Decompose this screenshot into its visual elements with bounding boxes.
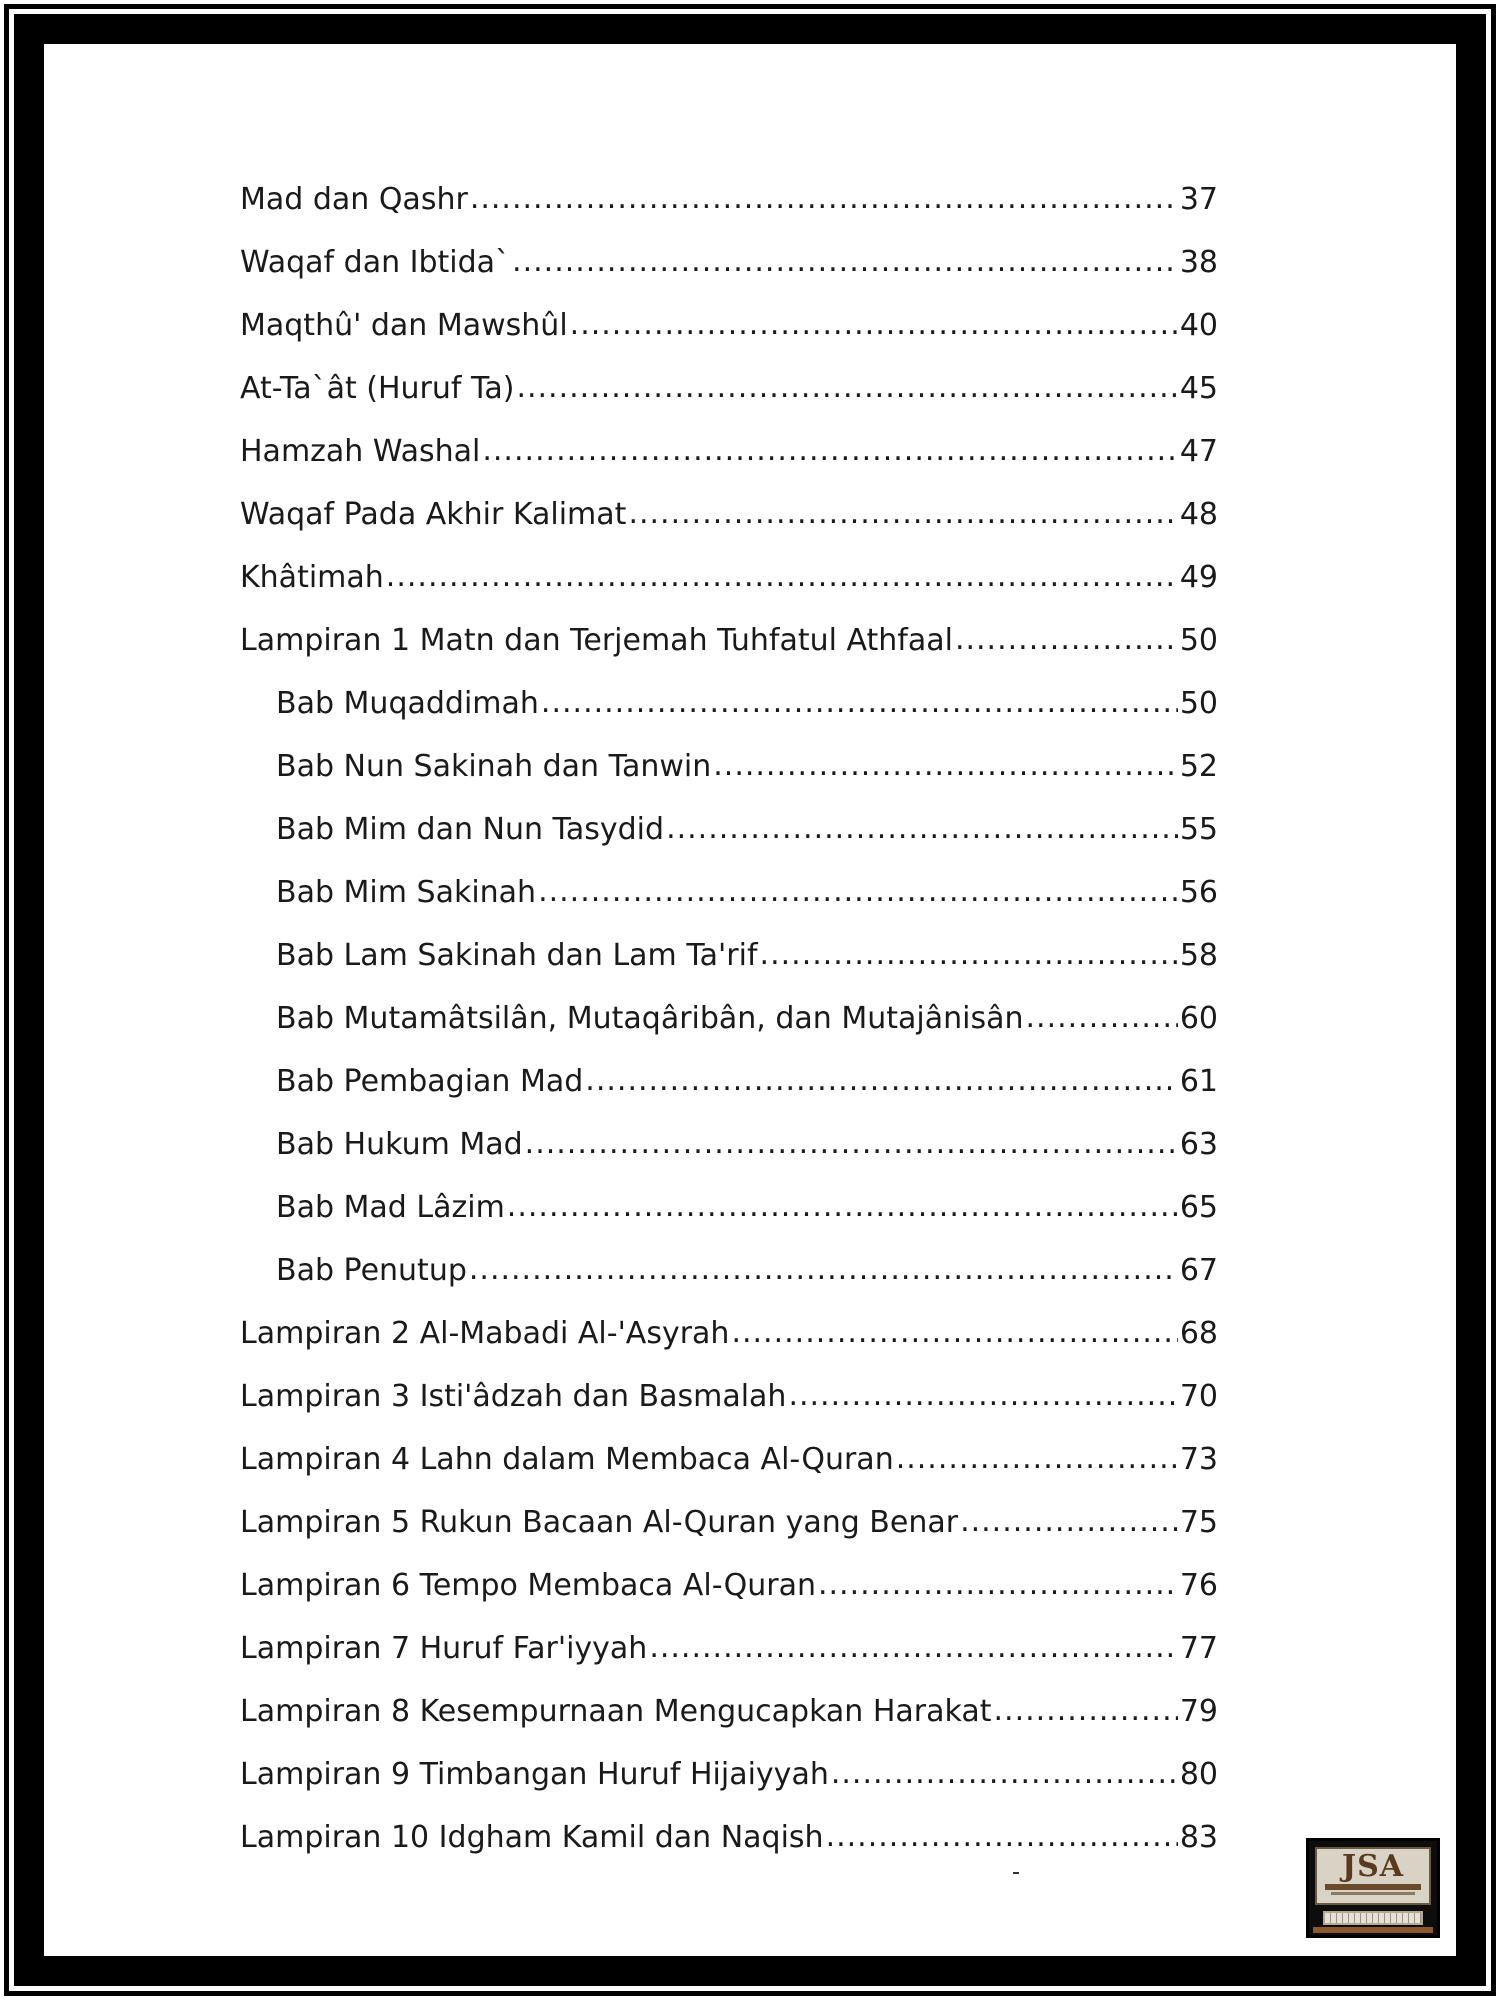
toc-entry-title: Bab Mad Lâzim (276, 1190, 505, 1225)
toc-entry-page: 50 (1179, 623, 1218, 658)
toc-entry (240, 294, 1218, 357)
toc-entry (240, 1680, 1218, 1743)
toc-entry-page: 65 (1179, 1190, 1218, 1225)
toc-entry (240, 1806, 1218, 1869)
toc-dot-leader (955, 608, 1178, 671)
toc-entry-page: 60 (1179, 1001, 1218, 1036)
toc-entry (240, 1239, 1218, 1302)
toc-entry-page: 58 (1179, 938, 1218, 973)
toc-dot-leader (469, 1238, 1178, 1301)
toc-dot-leader (470, 167, 1178, 230)
toc-dot-leader (482, 419, 1177, 482)
toc-entry (240, 609, 1218, 672)
toc-entry-page: 38 (1179, 245, 1218, 280)
toc-entry-title: Mad dan Qashr (240, 182, 468, 217)
logo-screen (1315, 1847, 1431, 1905)
toc-entry-title: Waqaf dan Ibtida` (240, 245, 511, 280)
toc-entry-page: 55 (1179, 812, 1218, 847)
toc-dot-leader (538, 860, 1178, 923)
toc-entry (240, 483, 1218, 546)
toc-entry (240, 231, 1218, 294)
toc-entry-title: Bab Hukum Mad (276, 1127, 523, 1162)
toc-dot-leader (896, 1427, 1178, 1490)
logo-base (1313, 1927, 1433, 1933)
toc-entry-title: Bab Lam Sakinah dan Lam Ta'rif (276, 938, 758, 973)
toc-entry (240, 1365, 1218, 1428)
toc-entry-page: 63 (1179, 1127, 1218, 1162)
toc-entry (240, 798, 1218, 861)
toc-dot-leader (516, 356, 1177, 419)
toc-entry-page: 80 (1179, 1757, 1218, 1792)
toc-entry-page: 52 (1179, 749, 1218, 784)
toc-dot-leader (507, 1175, 1178, 1238)
toc-entry-page: 79 (1179, 1694, 1218, 1729)
toc-dot-leader (960, 1490, 1178, 1553)
toc-entry-title: Lampiran 3 Isti'âdzah dan Basmalah (240, 1379, 787, 1414)
toc-entry-title: Waqaf Pada Akhir Kalimat (240, 497, 627, 532)
toc-entry (240, 672, 1218, 735)
toc-entry-title: Maqthû' dan Mawshûl (240, 308, 568, 343)
toc-entry (240, 1176, 1218, 1239)
page-mark (1013, 1872, 1019, 1874)
toc-dot-leader (628, 482, 1177, 545)
toc-dot-leader (831, 1742, 1178, 1805)
toc-entry-page: 48 (1179, 497, 1218, 532)
toc-entry (240, 1302, 1218, 1365)
toc-entry-page: 77 (1179, 1631, 1218, 1666)
toc-entry (240, 924, 1218, 987)
toc-entry (240, 1554, 1218, 1617)
toc-entry (240, 861, 1218, 924)
toc-entry-page: 75 (1179, 1505, 1218, 1540)
toc-dot-leader (541, 671, 1178, 734)
toc-entry-title: Lampiran 1 Matn dan Terjemah Tuhfatul Athfaal (240, 623, 953, 658)
toc-entry-title: Bab Mutamâtsilân, Mutaqâribân, dan Mutajânisân (276, 1001, 1024, 1036)
toc-dot-leader (713, 734, 1178, 797)
toc-entry-title: Lampiran 9 Timbangan Huruf Hijaiyyah (240, 1757, 829, 1792)
toc-dot-leader (585, 1049, 1178, 1112)
table-of-contents (240, 168, 1218, 1869)
toc-dot-leader (525, 1112, 1178, 1175)
logo-text: JSA (1341, 1849, 1405, 1884)
logo-banner (1325, 1884, 1421, 1890)
toc-entry-title: Lampiran 6 Tempo Membaca Al-Quran (240, 1568, 816, 1603)
toc-entry-page: 40 (1179, 308, 1218, 343)
toc-entry-page: 37 (1179, 182, 1218, 217)
toc-entry (240, 1113, 1218, 1176)
toc-entry-page: 49 (1179, 560, 1218, 595)
logo-keyboard-icon (1323, 1911, 1423, 1925)
toc-entry (240, 1428, 1218, 1491)
toc-entry-title: Lampiran 4 Lahn dalam Membaca Al-Quran (240, 1442, 894, 1477)
toc-entry (240, 357, 1218, 420)
toc-dot-leader (570, 293, 1178, 356)
toc-dot-leader (760, 923, 1178, 986)
toc-dot-leader (1026, 986, 1178, 1049)
toc-entry-page: 45 (1179, 371, 1218, 406)
toc-entry-title: Lampiran 2 Al-Mabadi Al-'Asyrah (240, 1316, 730, 1351)
toc-entry-title: Khâtimah (240, 560, 384, 595)
toc-entry-page: 50 (1179, 686, 1218, 721)
toc-entry-title: Bab Pembagian Mad (276, 1064, 584, 1099)
toc-dot-leader (666, 797, 1178, 860)
toc-entry (240, 420, 1218, 483)
logo-tagline (1331, 1892, 1415, 1895)
toc-dot-leader (512, 230, 1178, 293)
toc-entry-page: 73 (1179, 1442, 1218, 1477)
toc-entry-title: Lampiran 10 Idgham Kamil dan Naqish (240, 1820, 824, 1855)
toc-dot-leader (994, 1679, 1178, 1742)
toc-entry-title: Lampiran 8 Kesempurnaan Mengucapkan Harakat (240, 1694, 992, 1729)
toc-entry-page: 56 (1179, 875, 1218, 910)
toc-entry (240, 1491, 1218, 1554)
toc-entry-title: Hamzah Washal (240, 434, 481, 469)
toc-entry-page: 47 (1179, 434, 1218, 469)
toc-entry-title: At-Ta`ât (Huruf Ta) (240, 371, 515, 406)
jsa-logo (1306, 1838, 1440, 1938)
toc-dot-leader (826, 1805, 1178, 1868)
toc-entry (240, 1050, 1218, 1113)
toc-entry-title: Bab Mim dan Nun Tasydid (276, 812, 665, 847)
toc-entry-title: Bab Penutup (276, 1253, 467, 1288)
toc-entry (240, 987, 1218, 1050)
toc-entry-title: Bab Nun Sakinah dan Tanwin (276, 749, 712, 784)
toc-entry-title: Bab Muqaddimah (276, 686, 539, 721)
toc-dot-leader (788, 1364, 1177, 1427)
toc-entry-page: 68 (1179, 1316, 1218, 1351)
toc-entry (240, 546, 1218, 609)
toc-entry-title: Lampiran 5 Rukun Bacaan Al-Quran yang Benar (240, 1505, 959, 1540)
toc-entry-page: 70 (1179, 1379, 1218, 1414)
toc-entry (240, 735, 1218, 798)
toc-dot-leader (649, 1616, 1177, 1679)
toc-dot-leader (818, 1553, 1178, 1616)
toc-entry-page: 67 (1179, 1253, 1218, 1288)
toc-entry (240, 168, 1218, 231)
toc-entry (240, 1617, 1218, 1680)
toc-entry-title: Lampiran 7 Huruf Far'iyyah (240, 1631, 648, 1666)
toc-entry-page: 76 (1179, 1568, 1218, 1603)
toc-dot-leader (386, 545, 1178, 608)
toc-entry-page: 83 (1179, 1820, 1218, 1855)
toc-dot-leader (731, 1301, 1177, 1364)
toc-entry-title: Bab Mim Sakinah (276, 875, 537, 910)
toc-entry (240, 1743, 1218, 1806)
toc-entry-page: 61 (1179, 1064, 1218, 1099)
